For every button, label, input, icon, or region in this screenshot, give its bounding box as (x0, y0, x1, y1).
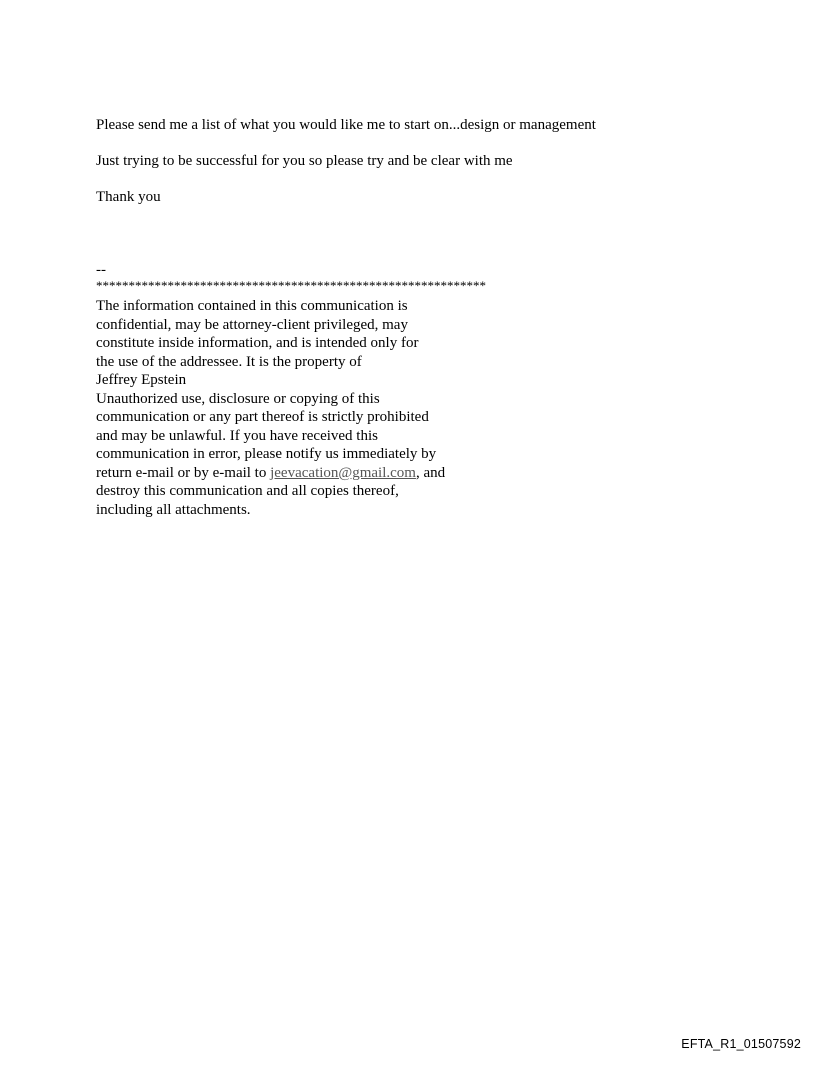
message-line: Just trying to be successful for you so please try and be clear with me (96, 153, 513, 169)
disclaimer-line: destroy this communication and all copies thereof, (96, 483, 399, 499)
signature-stars-divider: ************************************************************ (96, 278, 486, 293)
disclaimer-email-line (96, 464, 445, 483)
message-line: Please send me a list of what you would like me to start on...design or management (96, 117, 596, 133)
disclaimer-line: the use of the addressee. It is the property of (96, 353, 362, 370)
confidentiality-disclaimer (96, 297, 445, 519)
disclaimer-line: communication or any part thereof is strictly prohibited (96, 409, 429, 425)
disclaimer-line: including all attachments. (96, 501, 251, 518)
message-line: Thank you (96, 189, 161, 205)
disclaimer-line: The information contained in this communication is (96, 298, 408, 314)
disclaimer-line: Jeffrey Epstein (96, 372, 187, 388)
disclaimer-line: Unauthorized use, disclosure or copying of this (96, 390, 380, 407)
email-line-suffix: , and (415, 464, 446, 481)
email-link[interactable]: jeevacation@gmail.com (270, 464, 416, 481)
disclaimer-line: constitute inside information, and is intended only for (96, 335, 419, 351)
signature-separator: -- (96, 262, 106, 278)
email-line-prefix: return e-mail or by e-mail to (96, 464, 271, 481)
message-body (96, 116, 596, 224)
disclaimer-line: communication in error, please notify us immediately by (96, 446, 437, 462)
disclaimer-line: and may be unlawful. If you have received this (96, 427, 378, 444)
disclaimer-line: confidential, may be attorney-client privileged, may (96, 316, 408, 333)
document-id-stamp: EFTA_R1_01507592 (681, 1037, 801, 1051)
